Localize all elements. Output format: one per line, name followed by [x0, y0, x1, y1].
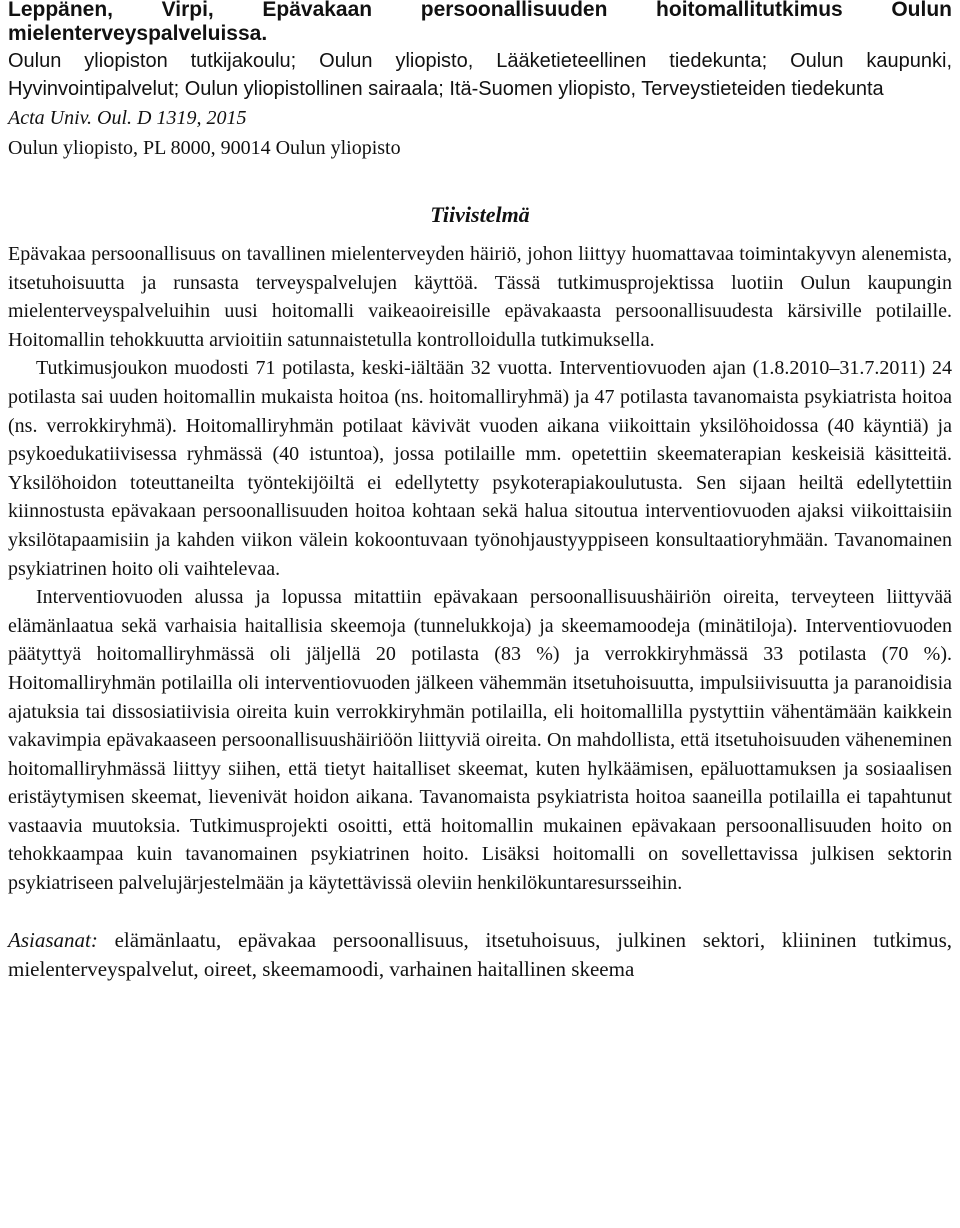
abstract-body	[8, 240, 952, 898]
title-line-2: mielenterveyspalveluissa.	[8, 22, 268, 45]
abstract-paragraph-3: Interventiovuoden alussa ja lopussa mitattiin epävakaan persoonallisuushäiriön oireita, terveyteen liittyvää elämänlaatua sekä varhaisia haitallisia skeemoja (tunnelukkoja) ja skeemamoodeja (minätiloja). Interventiovuoden päätyttyä hoitomalliryhmässä oli jäljellä 20 potilasta (83 %) ja verrokkiryhmässä 33 potilasta (70 %). Hoitomalliryhmän potilailla oli interventiovuoden jälkeen vähemmän itsetuhoisuutta, impulsiivisuutta ja paranoidisia ajatuksia tai dissosiatiivisia oireita kuin verrokkiryhmän potilailla, eli hoitomallilla pystyttiin vähentämään kaikkein vakavimpia epävakaaseen persoonallisuushäiriöön liittyviä oireita. On mahdollista, että itsetuhoisuuden väheneminen hoitomalliryhmässä liittyy siihen, että tietyt haitalliset skeemat, kuten hylkäämisen, epäluottamuksen ja sosiaalisen eristäytymisen skeemat, lievenivät hoidon aikana. Tavanomaista psykiatrista hoitoa saaneilla potilailla ei tapahtunut vastaavia muutoksia. Tutkimusprojekti osoitti, että hoitomallin mukainen epävakaan persoonallisuuden hoito on tehokkaampaa kuin tavanomainen psykiatrinen hoito. Lisäksi hoitomalli on sovellettavissa julkisen sektorin psykiatriseen palvelujärjestelmään ja käytettävissä oleviin henkilökuntaresursseihin.	[8, 586, 952, 895]
series-info: Acta Univ. Oul. D 1319, 2015	[8, 107, 247, 129]
keywords-text: elämänlaatu, epävakaa persoonallisuus, itsetuhoisuus, julkinen sektori, kliininen tutkimus, mielenterveyspalvelut, oireet, skeemamoodi, varhainen haitallinen skeema	[8, 927, 952, 981]
affiliation: Oulun yliopiston tutkijakoulu; Oulun yliopisto, Lääketieteellinen tiedekunta; Oulun kaupunki, Hyvinvointipalvelut; Oulun yliopistollinen sairaala; Itä-Suomen yliopisto, Terveystieteiden tiedekunta	[8, 50, 952, 100]
abstract-paragraph-1: Epävakaa persoonallisuus on tavallinen mielenterveyden häiriö, johon liittyy huomattavaa toimintakyvyn alenemista, itsetuhoisuutta ja runsasta terveyspalvelujen käyttöä. Tässä tutkimusprojektissa luotiin Oulun kaupungin mielenterveyspalveluihin uusi hoitomalli vaikeaoireisille epävakaasta persoonallisuudesta kärsiville potilaille. Hoitomallin tehokkuutta arvioitiin satunnaistetulla kontrolloidulla tutkimuksella.	[8, 243, 952, 351]
address: Oulun yliopisto, PL 8000, 90014 Oulun yliopisto	[8, 137, 401, 159]
keywords	[8, 926, 952, 984]
publication-header	[8, 0, 952, 162]
keywords-label: Asiasanat:	[8, 927, 115, 952]
title-line-1: Leppänen, Virpi, Epävakaan persoonallisuuden hoitomallitutkimus Oulun	[8, 0, 952, 21]
abstract-heading: Tiivistelmä	[430, 202, 530, 227]
abstract-paragraph-2: Tutkimusjoukon muodosti 71 potilasta, keski-iältään 32 vuotta. Interventiovuoden ajan (1.8.2010–31.7.2011) 24 potilasta sai uuden hoitomallin mukaista hoitoa (ns. hoitomalliryhmä) ja 47 potilasta tavanomaista psykiatrista hoitoa (ns. verrokkiryhmä). Hoitomalliryhmän potilaat kävivät vuoden aikana viikoittain yksilöhoidossa (40 käyntiä) ja psykoedukatiivisessa ryhmässä (40 istuntoa), jossa potilaille mm. opetettiin skeematerapian keskeisiä käsitteitä. Yksilöhoidon toteuttaneilta työntekijöiltä ei edellytetty psykoterapiakoulutusta. Sen sijaan heiltä edellytettiin kiinnostusta epävakaan persoonallisuuden hoitoa kohtaan sekä halua sitoutua interventiovuoden ajaksi viikoittaisiin yksilötapaamisiin ja kahden viikon välein kokoontuvaan työnohjaustyyppiseen konsultaatioryhmään. Tavanomainen psykiatrinen hoito oli vaihtelevaa.	[8, 357, 952, 580]
